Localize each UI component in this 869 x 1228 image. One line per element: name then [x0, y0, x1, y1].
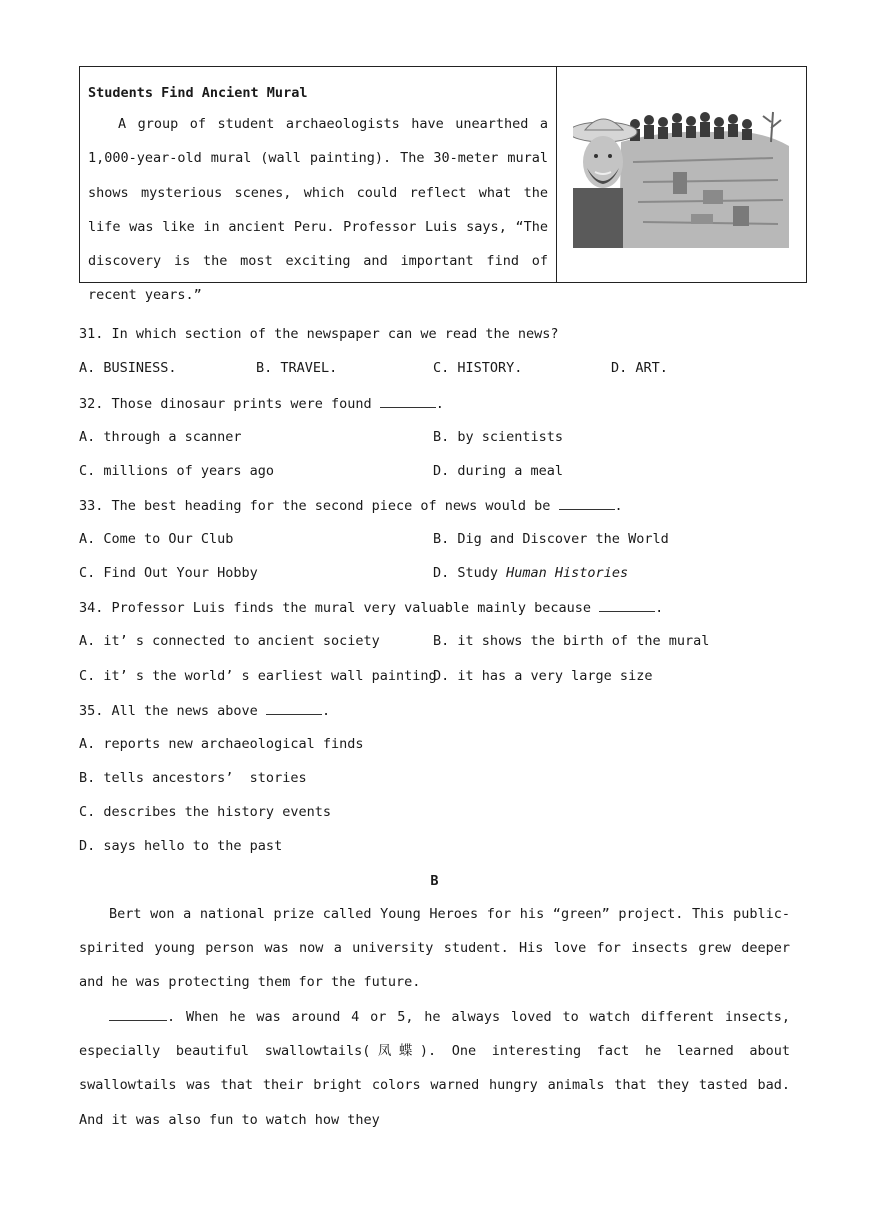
q35-stem-text: 35. All the news above [79, 703, 266, 719]
answer-blank [559, 495, 615, 510]
answer-blank [599, 597, 655, 612]
q33-option-d-text: D. Study [433, 565, 507, 581]
question-31-stem: 31. In which section of the newspaper can we read the news? [79, 326, 559, 342]
q32-option-c: C. millions of years ago [79, 463, 275, 479]
q31-option-c: C. HISTORY. [433, 360, 523, 376]
question-33-stem [79, 495, 623, 516]
section-heading: B [430, 873, 439, 889]
para1-text: Bert won a national prize called Young Heroes for his “green” project. This public-spirited young person was now a university student. His love for insects grew deeper and he was protecting them for the future. [79, 906, 790, 991]
news-body: A group of student archaeologists have unearthed a 1,000-year-old mural (wall painting). The 30-meter mural shows mysterious scenes, which could reflect what the life was like in ancient Peru. Professor Luis says, “The discovery is the most exciting and important find of recent years.” [88, 116, 548, 304]
news-photo [557, 67, 806, 282]
q35-option-a: A. reports new archaeological finds [79, 736, 364, 752]
q32-option-d: D. during a meal [433, 463, 564, 479]
news-text [80, 67, 557, 304]
q33-option-d-italic: Human Histories [506, 565, 629, 581]
q31-option-b: B. TRAVEL. [256, 360, 338, 376]
question-35-stem [79, 700, 330, 721]
q35-option-b: B. tells ancestors’ stories [79, 770, 307, 786]
question-32-stem [79, 393, 444, 414]
q35-option-d: D. says hello to the past [79, 838, 283, 854]
q35-stem-end: . [321, 703, 331, 719]
q32-option-a: A. through a scanner [79, 429, 242, 445]
q33-option-d [433, 563, 628, 583]
q34-option-c: C. it’ s the world’ s earliest wall painting [79, 668, 437, 684]
para2-text: . When he was around 4 or 5, he always loved to watch different insects, especially beautiful swallowtails(凤蝶). One interesting fact he learned about swallowtails was that their bright colors warned hungry animals that they tasted bad. And it was also fun to watch how they [79, 1009, 790, 1128]
section-b-paragraph-1 [79, 897, 790, 1000]
section-b-paragraph-2 [79, 1000, 790, 1137]
news-body-wrap [88, 107, 548, 313]
q33-stem-text: 33. The best heading for the second piece of news would be [79, 498, 559, 514]
q34-option-d: D. it has a very large size [433, 668, 653, 684]
q34-stem-end: . [655, 600, 664, 616]
news-box [79, 66, 807, 304]
q34-option-a: A. it’ s connected to ancient society [79, 633, 380, 649]
q34-stem-text: 34. Professor Luis finds the mural very valuable mainly because [79, 600, 600, 616]
q32-stem-end: . [435, 396, 444, 412]
q33-option-a: A. Come to Our Club [79, 531, 234, 547]
q32-option-b: B. by scientists [433, 429, 564, 445]
answer-blank [380, 393, 436, 408]
q31-option-a: A. BUSINESS. [79, 360, 177, 376]
q33-stem-end: . [614, 498, 623, 514]
q31-option-d: D. ART. [611, 360, 668, 376]
q33-option-c: C. Find Out Your Hobby [79, 565, 258, 581]
mural-photo [573, 102, 791, 248]
q34-option-b: B. it shows the birth of the mural [433, 633, 710, 649]
question-34-stem [79, 597, 663, 618]
answer-blank [266, 700, 322, 715]
q35-option-c: C. describes the history events [79, 804, 331, 820]
q32-stem-text: 32. Those dinosaur prints were found [79, 396, 380, 412]
answer-blank [109, 1006, 167, 1021]
news-title: Students Find Ancient Mural [88, 85, 308, 101]
q33-option-b: B. Dig and Discover the World [433, 531, 669, 547]
